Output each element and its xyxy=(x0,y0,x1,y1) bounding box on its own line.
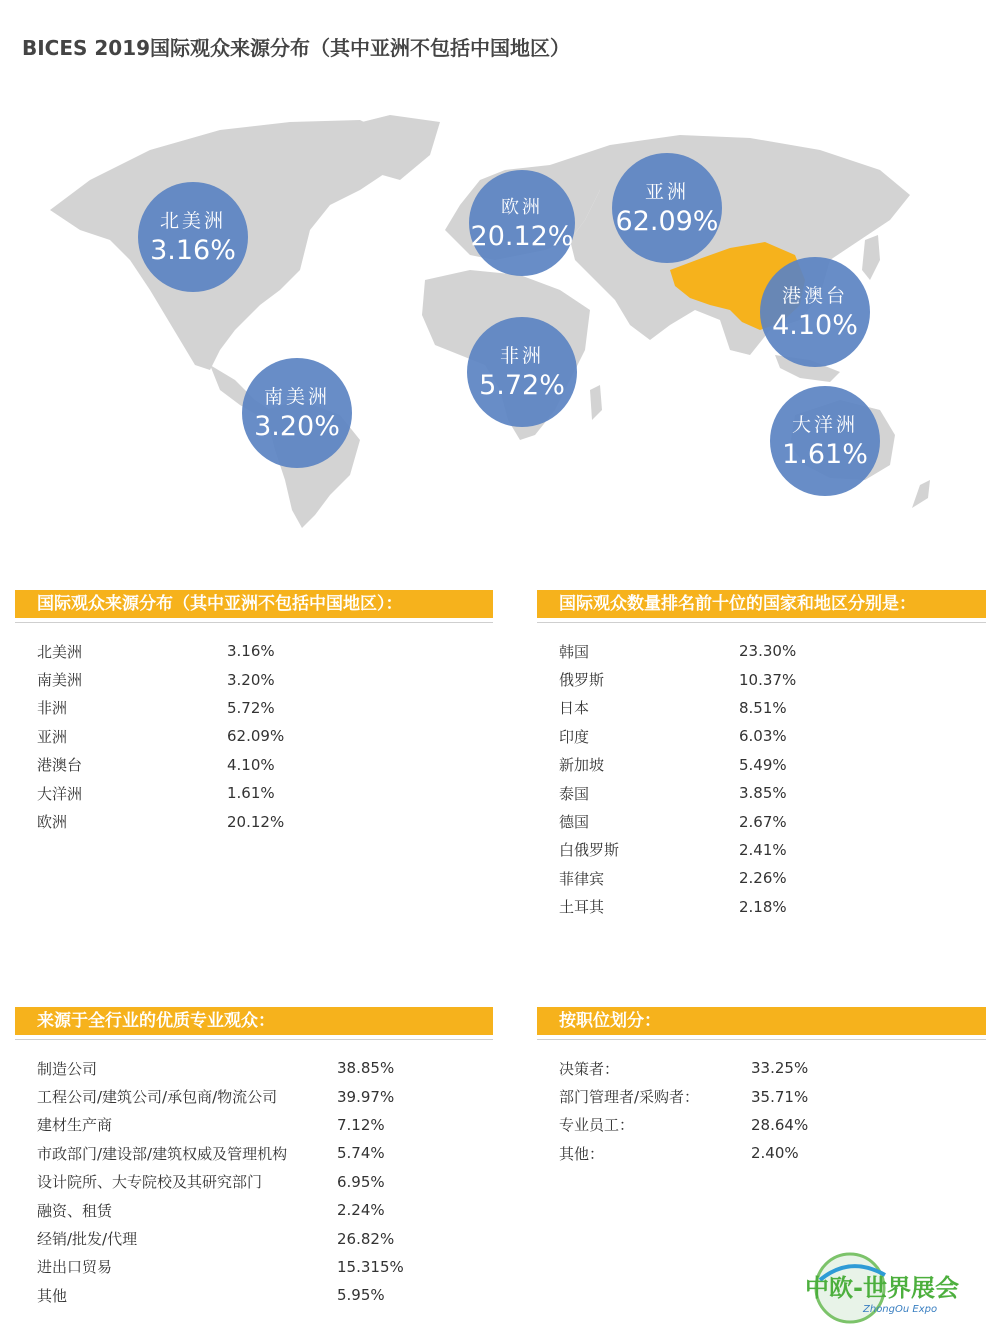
industries-header: 来源于全行业的优质专业观众： xyxy=(15,1007,493,1035)
row-value: 2.40% xyxy=(751,1144,799,1163)
table-row xyxy=(15,1224,493,1252)
bubble-1 xyxy=(242,358,352,468)
table-row xyxy=(15,751,493,779)
top10-header: 国际观众数量排名前十位的国家和地区分别是： xyxy=(537,590,986,618)
industries-rule xyxy=(15,1039,493,1040)
table-row xyxy=(15,694,493,722)
row-value: 62.09% xyxy=(227,727,285,746)
row-value: 4.10% xyxy=(227,755,275,774)
table-row xyxy=(15,1054,493,1082)
row-label: 决策者： xyxy=(559,1059,620,1078)
table-row xyxy=(15,1281,493,1309)
bubble-region-name: 亚洲 xyxy=(644,181,690,203)
row-value: 10.37% xyxy=(739,670,797,689)
table-row xyxy=(15,807,493,835)
row-label: 北美洲 xyxy=(37,642,83,661)
row-label: 泰国 xyxy=(559,784,590,803)
industries-panel xyxy=(15,1007,493,1310)
row-value: 39.97% xyxy=(337,1087,395,1106)
row-label: 经销/批发/代理 xyxy=(37,1230,138,1249)
row-value: 3.16% xyxy=(227,642,275,661)
row-value: 2.41% xyxy=(739,840,787,859)
row-value: 2.67% xyxy=(739,812,787,831)
positions-panel xyxy=(537,1007,986,1168)
bubble-region-value: 4.10% xyxy=(772,310,858,341)
bubble-2 xyxy=(469,170,575,276)
bubble-6 xyxy=(770,386,880,496)
world-map xyxy=(30,110,970,530)
positions-header: 按职位划分： xyxy=(537,1007,986,1035)
table-row xyxy=(15,1082,493,1110)
row-label: 设计院所、大专院校及其研究部门 xyxy=(37,1173,263,1192)
bubble-region-name: 北美洲 xyxy=(159,210,227,232)
row-label: 制造公司 xyxy=(37,1059,98,1078)
bubble-region-value: 62.09% xyxy=(615,206,719,237)
row-value: 38.85% xyxy=(337,1059,395,1078)
row-value: 20.12% xyxy=(227,812,285,831)
table-row xyxy=(537,665,986,693)
sources-list xyxy=(15,637,493,836)
row-value: 3.85% xyxy=(739,784,787,803)
table-row xyxy=(537,1054,986,1082)
row-label: 建材生产商 xyxy=(37,1116,113,1135)
row-value: 2.18% xyxy=(739,897,787,916)
top10-list xyxy=(537,637,986,921)
row-value: 5.74% xyxy=(337,1144,385,1163)
bubble-region-value: 3.16% xyxy=(150,235,236,266)
sources-rule xyxy=(15,622,493,623)
table-row xyxy=(537,1139,986,1167)
row-value: 28.64% xyxy=(751,1115,809,1134)
table-row xyxy=(15,1253,493,1281)
row-label: 土耳其 xyxy=(559,898,605,917)
bubble-3 xyxy=(612,153,722,263)
bubble-region-name: 港澳台 xyxy=(781,285,849,307)
row-value: 33.25% xyxy=(751,1059,809,1078)
row-label: 进出口贸易 xyxy=(37,1258,113,1277)
row-value: 2.24% xyxy=(337,1201,385,1220)
row-label: 市政部门/建设部/建筑权威及管理机构 xyxy=(37,1144,288,1163)
row-label: 大洋洲 xyxy=(37,784,83,803)
row-value: 2.26% xyxy=(739,869,787,888)
row-value: 5.72% xyxy=(227,698,275,717)
top10-panel xyxy=(537,590,986,921)
bubble-0 xyxy=(138,182,248,292)
table-row xyxy=(537,779,986,807)
logo-subtext: ZhongOu Expo xyxy=(863,1304,938,1315)
industries-list xyxy=(15,1054,493,1310)
table-row xyxy=(15,779,493,807)
bubble-4 xyxy=(467,317,577,427)
table-row xyxy=(537,864,986,892)
bubble-region-name: 欧洲 xyxy=(501,197,543,218)
land-new-zealand xyxy=(912,480,930,508)
row-label: 南美洲 xyxy=(37,671,83,690)
row-label: 韩国 xyxy=(559,642,590,661)
row-label: 欧洲 xyxy=(37,813,68,832)
table-row xyxy=(537,893,986,921)
row-label: 其他： xyxy=(559,1144,605,1163)
zhongou-expo-logo xyxy=(805,1250,990,1330)
bubble-region-value: 3.20% xyxy=(254,411,340,442)
positions-list xyxy=(537,1054,986,1168)
row-value: 6.95% xyxy=(337,1172,385,1191)
table-row xyxy=(537,836,986,864)
row-value: 8.51% xyxy=(739,698,787,717)
row-value: 5.49% xyxy=(739,755,787,774)
row-value: 6.03% xyxy=(739,727,787,746)
positions-rule xyxy=(537,1039,986,1040)
row-value: 7.12% xyxy=(337,1115,385,1134)
bubble-region-value: 1.61% xyxy=(782,439,868,470)
row-label: 俄罗斯 xyxy=(559,671,605,690)
row-label: 日本 xyxy=(559,699,590,718)
row-label: 港澳台 xyxy=(37,756,83,775)
sources-panel xyxy=(15,590,493,836)
row-value: 5.95% xyxy=(337,1286,385,1305)
row-label: 新加坡 xyxy=(559,756,605,775)
row-value: 3.20% xyxy=(227,670,275,689)
row-label: 亚洲 xyxy=(37,727,68,746)
table-row xyxy=(537,1111,986,1139)
table-row xyxy=(15,665,493,693)
table-row xyxy=(537,751,986,779)
row-label: 德国 xyxy=(559,813,590,832)
row-label: 印度 xyxy=(559,727,590,746)
land-madagascar xyxy=(590,385,602,420)
table-row xyxy=(537,637,986,665)
row-value: 35.71% xyxy=(751,1087,809,1106)
land-japan xyxy=(862,235,880,280)
row-label: 非洲 xyxy=(37,699,68,718)
row-label: 专业员工： xyxy=(559,1116,635,1135)
table-row xyxy=(15,1168,493,1196)
row-label: 部门管理者/采购者： xyxy=(559,1088,700,1107)
page-title: BICES 2019国际观众来源分布（其中亚洲不包括中国地区） xyxy=(22,36,571,60)
logo-text: 中欧-世界展会 xyxy=(805,1274,959,1302)
bubble-5 xyxy=(760,257,870,367)
table-row xyxy=(537,807,986,835)
bubble-region-value: 20.12% xyxy=(470,221,574,252)
row-label: 其他 xyxy=(37,1286,68,1305)
table-row xyxy=(537,1082,986,1110)
sources-header: 国际观众来源分布（其中亚洲不包括中国地区）： xyxy=(15,590,493,618)
table-row xyxy=(15,722,493,750)
table-row xyxy=(15,637,493,665)
bubble-region-name: 非洲 xyxy=(499,345,545,367)
table-row xyxy=(15,1139,493,1167)
bubble-region-name: 南美洲 xyxy=(263,386,331,408)
top10-rule xyxy=(537,622,986,623)
bubble-region-value: 5.72% xyxy=(479,370,565,401)
table-row xyxy=(15,1196,493,1224)
row-value: 23.30% xyxy=(739,642,797,661)
row-label: 白俄罗斯 xyxy=(559,841,620,860)
row-value: 26.82% xyxy=(337,1229,395,1248)
table-row xyxy=(15,1111,493,1139)
bubble-region-name: 大洋洲 xyxy=(791,414,859,436)
row-label: 菲律宾 xyxy=(559,869,605,888)
row-value: 1.61% xyxy=(227,784,275,803)
row-value: 15.315% xyxy=(337,1257,404,1276)
row-label: 工程公司/建筑公司/承包商/物流公司 xyxy=(37,1088,278,1107)
table-row xyxy=(537,722,986,750)
row-label: 融资、租赁 xyxy=(37,1201,113,1220)
table-row xyxy=(537,694,986,722)
